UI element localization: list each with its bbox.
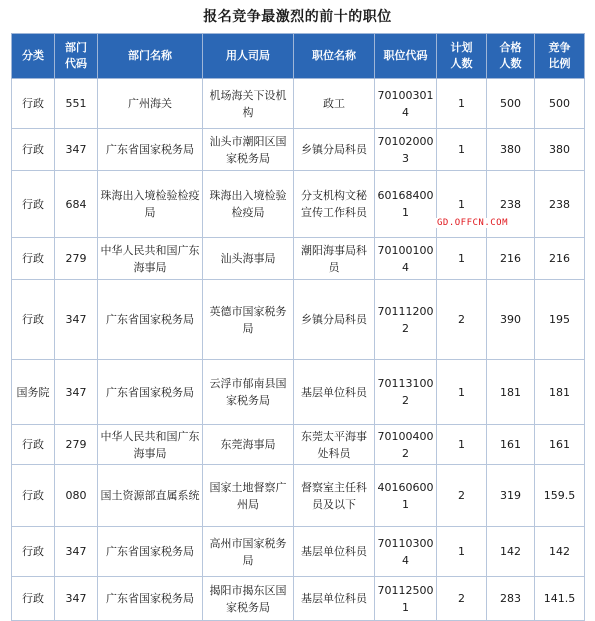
cell-position: 基层单位科员 — [294, 577, 375, 621]
cell-employer: 揭阳市揭东区国家税务局 — [203, 577, 294, 621]
header-planned: 计划 人数 — [437, 34, 487, 79]
table-row — [12, 577, 585, 621]
cell-dept-code: 347 — [55, 280, 98, 360]
cell-employer: 汕头市潮阳区国家税务局 — [203, 129, 294, 171]
cell-employer: 汕头海事局 — [203, 238, 294, 280]
cell-planned: 1 — [437, 129, 487, 171]
cell-qualified: 390 — [487, 280, 535, 360]
header-dept-name: 部门名称 — [98, 34, 203, 79]
cell-system: 行政 — [12, 577, 55, 621]
positions-table — [11, 33, 585, 621]
cell-dept-name: 国土资源部直属系统 — [98, 465, 203, 527]
cell-system: 国务院 — [12, 360, 55, 425]
cell-employer: 东莞海事局 — [203, 425, 294, 465]
cell-planned: 2 — [437, 280, 487, 360]
cell-position: 分支机构文秘宣传工作科员 — [294, 171, 375, 238]
cell-dept-code: 551 — [55, 79, 98, 129]
table-row — [12, 129, 585, 171]
table-row — [12, 360, 585, 425]
cell-system: 行政 — [12, 129, 55, 171]
cell-qualified: 181 — [487, 360, 535, 425]
cell-position: 乡镇分局科员 — [294, 280, 375, 360]
cell-dept-name: 广东省国家税务局 — [98, 360, 203, 425]
cell-employer: 珠海出入境检验检疫局 — [203, 171, 294, 238]
table-row — [12, 238, 585, 280]
cell-qualified: 380 — [487, 129, 535, 171]
cell-position: 东莞太平海事处科员 — [294, 425, 375, 465]
cell-ratio: 195 — [535, 280, 585, 360]
cell-position: 乡镇分局科员 — [294, 129, 375, 171]
cell-position-code: 701125001 — [375, 577, 437, 621]
cell-position: 督察室主任科员及以下 — [294, 465, 375, 527]
cell-dept-name: 中华人民共和国广东海事局 — [98, 238, 203, 280]
cell-employer: 云浮市郁南县国家税务局 — [203, 360, 294, 425]
cell-system: 行政 — [12, 425, 55, 465]
table-row — [12, 79, 585, 129]
cell-system: 行政 — [12, 527, 55, 577]
cell-dept-name: 广东省国家税务局 — [98, 129, 203, 171]
cell-ratio: 181 — [535, 360, 585, 425]
cell-qualified: 142 — [487, 527, 535, 577]
cell-dept-code: 279 — [55, 425, 98, 465]
cell-position-code: 701001004 — [375, 238, 437, 280]
cell-dept-code: 080 — [55, 465, 98, 527]
cell-ratio: 141.5 — [535, 577, 585, 621]
cell-qualified: 238 — [487, 171, 535, 238]
cell-dept-code: 347 — [55, 527, 98, 577]
cell-position: 政工 — [294, 79, 375, 129]
cell-position: 基层单位科员 — [294, 360, 375, 425]
cell-qualified: 319 — [487, 465, 535, 527]
cell-dept-name: 广东省国家税务局 — [98, 527, 203, 577]
cell-dept-code: 347 — [55, 360, 98, 425]
cell-system: 行政 — [12, 171, 55, 238]
cell-employer: 国家土地督察广州局 — [203, 465, 294, 527]
table-row — [12, 280, 585, 360]
cell-dept-code: 279 — [55, 238, 98, 280]
cell-ratio: 500 — [535, 79, 585, 129]
cell-dept-code: 347 — [55, 577, 98, 621]
cell-position: 潮阳海事局科员 — [294, 238, 375, 280]
cell-position-code: 701003014 — [375, 79, 437, 129]
cell-employer: 英德市国家税务局 — [203, 280, 294, 360]
cell-ratio: 238 — [535, 171, 585, 238]
table-header-row — [12, 34, 585, 79]
cell-dept-name: 中华人民共和国广东海事局 — [98, 425, 203, 465]
cell-planned: 1 — [437, 79, 487, 129]
cell-position-code: 701103004 — [375, 527, 437, 577]
cell-dept-code: 684 — [55, 171, 98, 238]
cell-qualified: 216 — [487, 238, 535, 280]
cell-dept-name: 广东省国家税务局 — [98, 577, 203, 621]
cell-qualified: 283 — [487, 577, 535, 621]
cell-planned: 1 — [437, 527, 487, 577]
cell-ratio: 161 — [535, 425, 585, 465]
header-system: 分类 — [12, 34, 55, 79]
cell-planned: 2 — [437, 465, 487, 527]
cell-planned: 1 — [437, 238, 487, 280]
table-row — [12, 425, 585, 465]
cell-system: 行政 — [12, 280, 55, 360]
cell-dept-name: 珠海出入境检验检疫局 — [98, 171, 203, 238]
page-title: 报名竞争最激烈的前十的职位 — [203, 9, 392, 25]
header-dept-code: 部门 代码 — [55, 34, 98, 79]
header-position-code: 职位代码 — [375, 34, 437, 79]
table-row — [12, 465, 585, 527]
table-row — [12, 527, 585, 577]
header-employer: 用人司局 — [203, 34, 294, 79]
cell-position-code: 701112002 — [375, 280, 437, 360]
cell-system: 行政 — [12, 238, 55, 280]
cell-ratio: 159.5 — [535, 465, 585, 527]
watermark-text: GD.OFFCN.COM — [437, 218, 509, 228]
cell-position: 基层单位科员 — [294, 527, 375, 577]
cell-ratio: 216 — [535, 238, 585, 280]
cell-position-code: 701020003 — [375, 129, 437, 171]
cell-system: 行政 — [12, 465, 55, 527]
cell-planned: 1 — [437, 360, 487, 425]
cell-dept-code: 347 — [55, 129, 98, 171]
cell-planned: 1 — [437, 171, 487, 238]
cell-position-code: 401606001 — [375, 465, 437, 527]
cell-planned: 1 — [437, 425, 487, 465]
cell-ratio: 380 — [535, 129, 585, 171]
cell-ratio: 142 — [535, 527, 585, 577]
cell-position-code: 701131002 — [375, 360, 437, 425]
cell-position-code: 701004002 — [375, 425, 437, 465]
header-ratio: 竞争 比例 — [535, 34, 585, 79]
cell-qualified: 500 — [487, 79, 535, 129]
cell-dept-name: 广州海关 — [98, 79, 203, 129]
cell-qualified: 161 — [487, 425, 535, 465]
cell-employer: 高州市国家税务局 — [203, 527, 294, 577]
cell-system: 行政 — [12, 79, 55, 129]
header-position: 职位名称 — [294, 34, 375, 79]
header-qualified: 合格 人数 — [487, 34, 535, 79]
cell-planned: 2 — [437, 577, 487, 621]
cell-dept-name: 广东省国家税务局 — [98, 280, 203, 360]
cell-position-code: 601684001 — [375, 171, 437, 238]
cell-employer: 机场海关下设机构 — [203, 79, 294, 129]
